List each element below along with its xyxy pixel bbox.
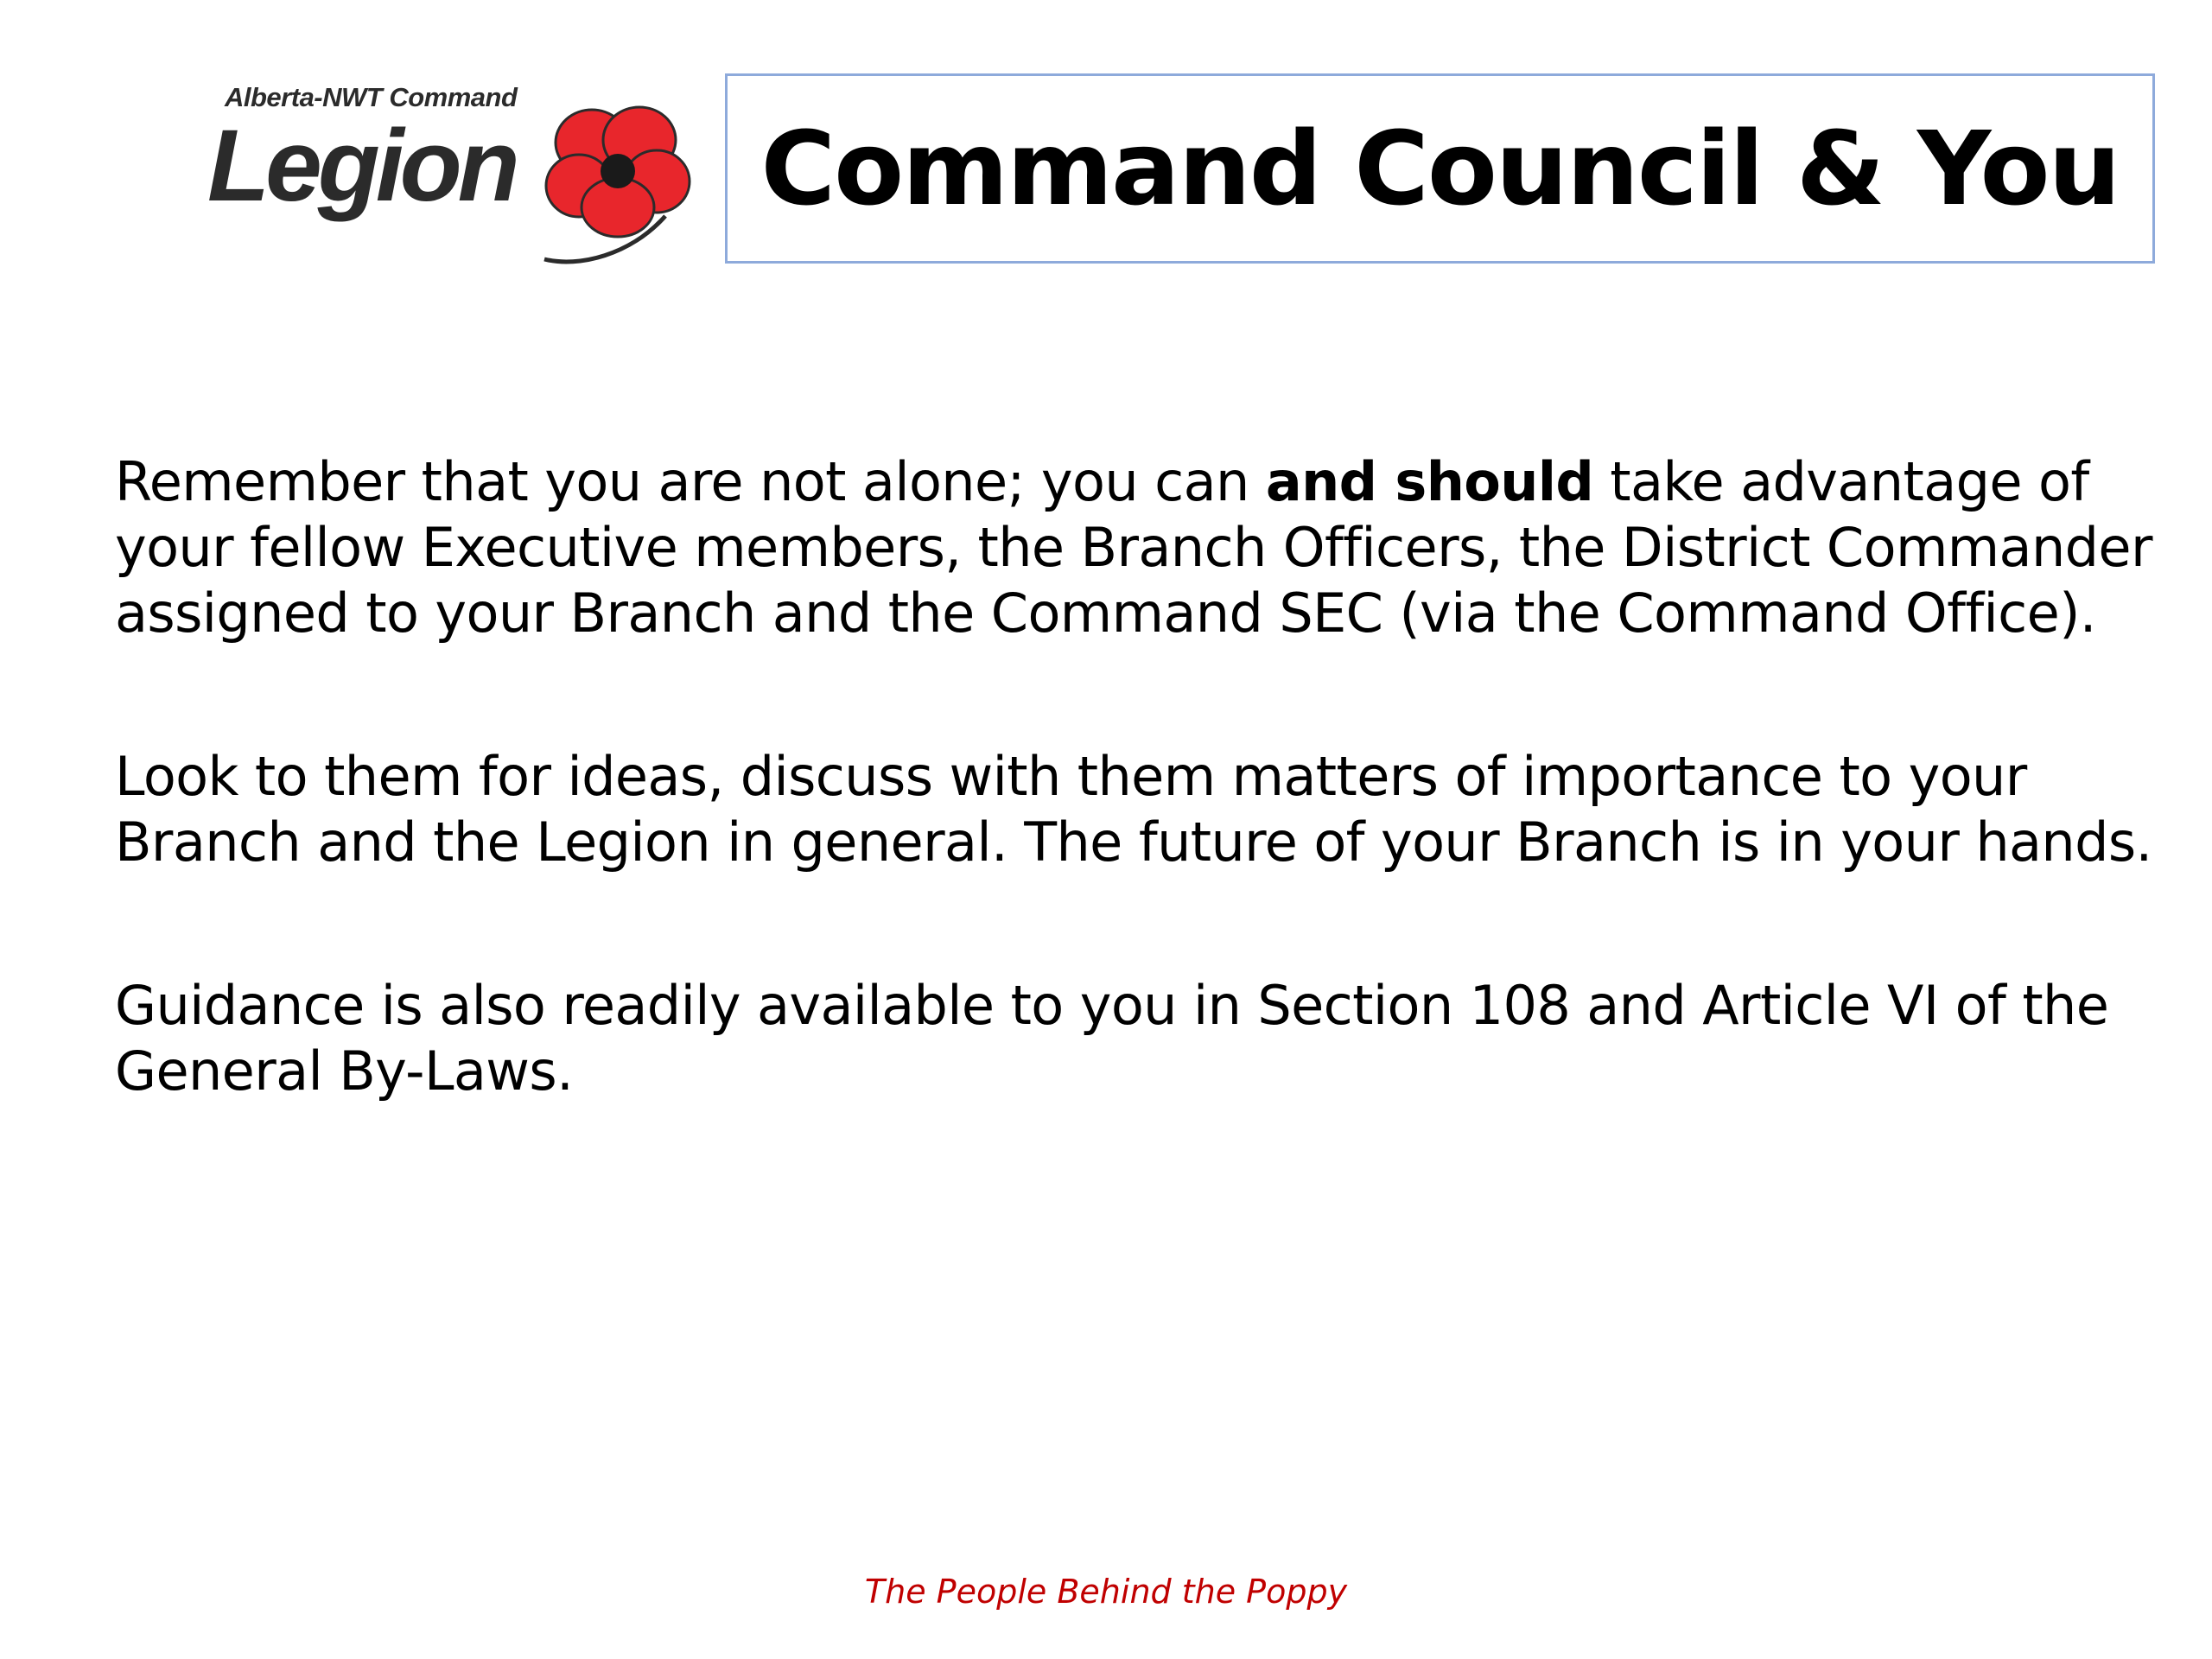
paragraph-text: Remember that you are not alone; you can [115,450,1266,513]
footer-tagline: The People Behind the Poppy [864,1573,1348,1611]
title-box [725,73,2155,264]
logo-wordmark: Legion [207,109,516,223]
page-title: Command Council & You [760,109,2120,228]
paragraph-guidance: Guidance is also readily available to you in Section 108 and Article VI of the General By-Laws. [115,974,2109,1103]
paragraph-ideas: Look to them for ideas, discuss with them matters of importance to your Branch and the Legion in general. The future of your Branch is in your hands. [115,745,2152,874]
logo-command-name: Alberta-NWT Command [225,82,518,112]
poppy-icon [536,95,691,268]
paragraph-support [115,449,2154,646]
emphasis-text: and should [1265,450,1594,513]
legion-logo [207,82,691,268]
paragraph-text: take advantage of your fellow Executive members, the Branch Officers, the District Commander assigned to your Branch and the Command SEC (via the Command Office). [115,450,2152,645]
body-content [115,449,2154,1202]
